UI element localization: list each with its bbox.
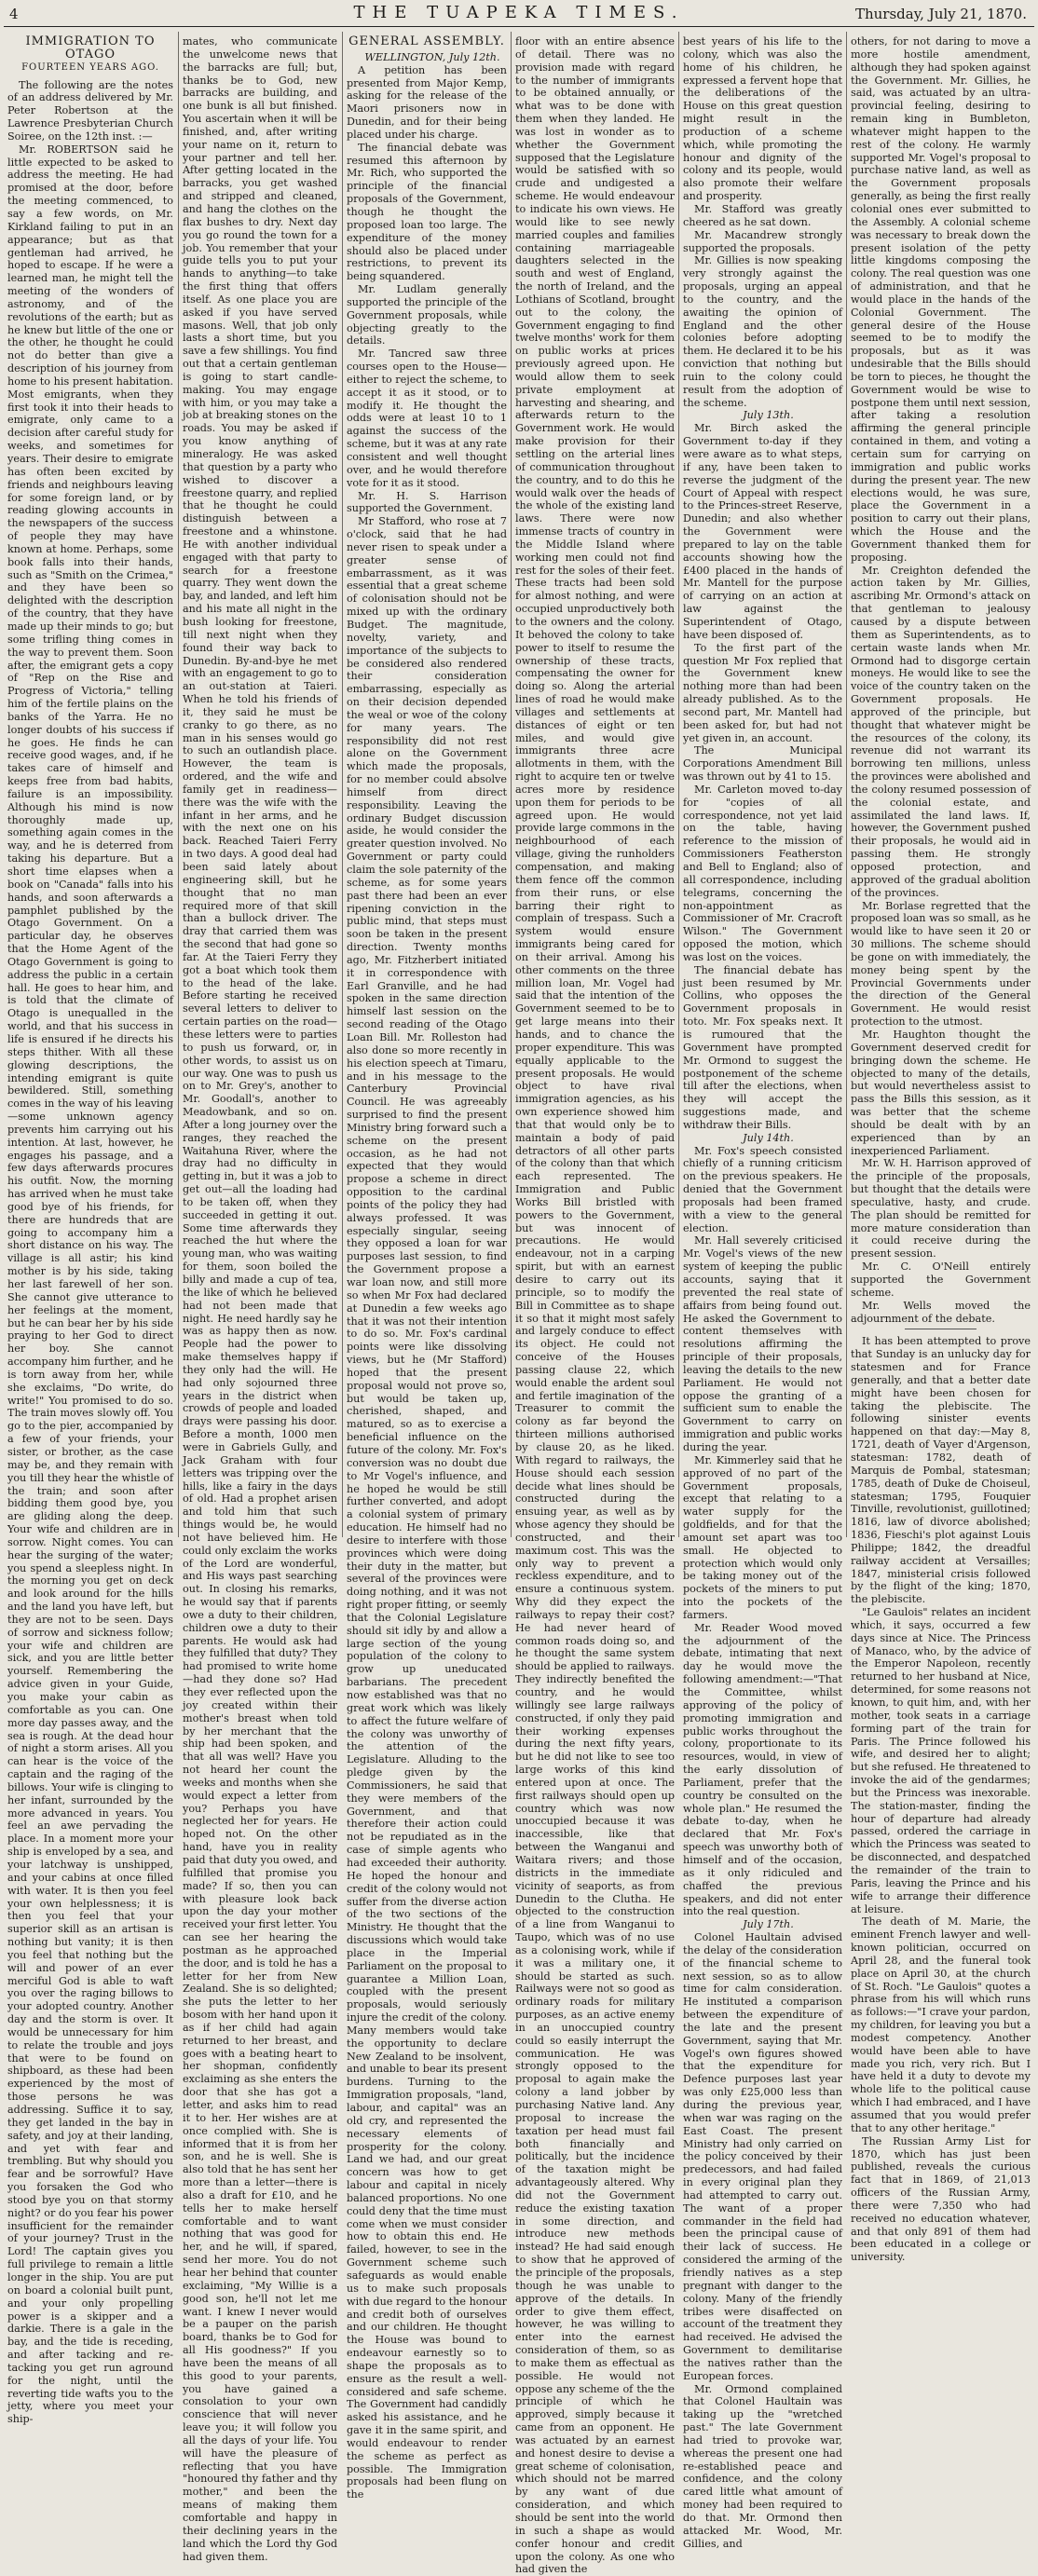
paragraph: Mr. W. H. Harrison approved of the principle of the proposals, but thought that the details were speculative, hasty, and crude. The plan should be remitted for more mature consideration than it could receive during the present session. xyxy=(851,1157,1031,1261)
paragraph: A petition has been presented from Major Kemp, asking for the release of the Maori prisoners now in Dunedin, and for their being placed under his charge. xyxy=(347,63,507,141)
column-4 xyxy=(515,35,675,2576)
article-heading: IMMIGRATION TO OTAGO xyxy=(25,34,156,61)
dateline: WELLINGTON, July 12th. xyxy=(364,50,500,63)
paragraph: Mr Stafford, who rose at 7 o'clock, said that he had never risen to speak under a greater sense of embarrassment, as it was essential that a great scheme of colonisation should not be mixed up with the ordinary Budget. The magnitude, novelty, variety, and importance of the subjects to be considered also rendered their consideration embarrassing, especially as on their decision depended the weal or woe of the colony for many years. The responsibility did not rest alone on the Government which made the proposals, for no member could absolve himself from direct responsibility. Leaving the ordinary Budget discussion aside, he would consider the greater question involved. No Government or party could claim the sole paternity of the scheme, as for some years past there had been an ever ripening conviction in the public mind, that steps must soon be taken in the present direction. Twenty months ago, Mr. Fitzherbert initiated it in correspondence with Earl Granville, and he had spoken in the same direction himself last session on the second reading of the Otago Loan Bill. Mr. Rolleston had also done so more recently in his election speech at Timaru, and in his message to the Canterbury Provincial Council. He was agreeably surprised to find the present Ministry bring forward such a scheme on the present occasion, as he had not expected that they would propose a scheme in direct opposition to the cardinal points of the policy they had always professed. It was especially singular, seeing they opposed a loan for war purposes last session, to find the Government propose a war loan now, and still more so when Mr Fox had declared at Dunedin a few weeks ago that it was not their intention to do so. Mr. Fox's cardinal points were like dissolving views, but he (Mr Stafford) hoped that the present proposal would not prove so, but would be taken up, cherished, shaped, and matured, so as to exercise a beneficial influence on the future of the colony. Mr. Fox's conversion was no doubt due to Mr Vogel's influence, and he hoped he would be still further converted, and adopt a colonial system of primary education. He himself had no desire to interfere with those provinces which were doing their duty in the matter, but several of the provinces were doing nothing, and it was not right proper fitting, or seemly that the Colonial Legislature should sit idly by and allow a large section of the young population of the colony to grow up uneducated barbarians. The precedent now established was that no great work which was likely to affect the future welfare of the colony was unworthy of the attention of the Legislature. Alluding to the pledge given by the Commissioners, he said that they were members of the Government, and that therefore their action could not be repudiated as in the case of simple agents who had exceeded their authority. He hoped the honour and credit of the colony would not suffer from the diverse action of the two sections of the Ministry. He thought that the discussions which would take place in the Imperial Parliament on the proposal to guarantee a Million Loan, coupled with the present proposals, would seriously injure the credit of the colony. Many members would take the opportunity to declare New Zealand to be insolvent, and unable to bear its present burdens. Turning to the Immigration proposals, "land, labour, and capital" was an old cry, and represented the necessary elements of prosperity for the colony. Land we had, and our great concern was how to get labour and capital in nicely balanced proportions. No one could deny that the time must come when we must consider how to obtain this end. He failed, however, to see in the Government scheme such safeguards as would enable us to make such proposals with due regard to the honour and credit both of ourselves and our children. He thought the House was bound to endeavour earnestly so to shape the proposals as to ensure as the result a well-considered and safe scheme. The Government had candidly asked his assistance, and he gave it in the same spirit, and would endeavour to render the scheme as perfect as possible. The Immigration proposals had been flung on the xyxy=(347,515,507,2501)
paragraph: Mr. Macandrew strongly supported the proposals. xyxy=(683,228,842,254)
paragraph: Mr. Wells moved the adjournment of the debate. xyxy=(851,1299,1031,1325)
column-rule xyxy=(846,32,847,1537)
paragraph: Mr. Birch asked the Government to-day if they were aware as to what steps, if any, have been taken to reverse the judgment of the Court of Appeal with respect to the Princes-street Reserve, Dunedin; and also whether the Government were prepared to lay on the table accounts showing how the £400 placed in the hands of Mr. Mantell for the purpose of carrying on an action at law against the Superintendent of Otago, have been disposed of. xyxy=(683,422,842,641)
paragraph: mates, who communicate the unwelcome news that the barracks are full; but, thanks be to God, new barracks are building, and one bunk is all but finished. You ascertain when it will be finished, and, after writing your name on it, return to your partner and tell her. After getting located in the barracks, you get washed and stripped and cleaned, and hang the clothes on the flax bushes to dry. Next day you go round the town for a job. You remember that your guide tells you to put your hands to anything—to take the first thing that offers itself. As one place you are asked if you have served masons. Well, that job only lasts a short time, but you save a few shillings. You find out that a certain gentleman is going to start candle-making. You may engage with him, or you may take a job at breaking stones on the roads. You may be asked if you know anything of mineralogy. He was asked that question by a party who wished to discover a freestone quarry, and replied that he thought he could distinguish between a freestone and a whinstone. He with another individual engaged with that party to search for a freestone quarry. They went down the bay, and landed, and left him and his mate all night in the bush looking for freestone, till next night when they found their way back to Dunedin. By-and-bye he met with an engagement to go to an out-station at Taieri. When he told his friends of it, they said he must be cranky to go there, as no man in his senses would go to such an outlandish place. However, the team is ordered, and the wife and family get in readiness—there was the wife with the infant in her arms, and he with the next one on his back. Reached Taieri Ferry in two days. A good deal had been said lately about engineering skill, but he thought that no man required more of that skill than a bullock driver. The dray that carried them was the second that had gone so far. At the Taieri Ferry they got a boat which took them to the head of the lake. Before starting he received several letters to deliver to certain parties on the road—these letters were to parties to push us forward, or, in other words, to assist us on our way. One was to push us on to Mr. Grey's, another to Mr. Goodall's, another to Meadowbank, and so on. After a long journey over the ranges, they reached the Waitahuna River, where the dray had no difficulty in getting in, but it was a job to get out—all the loading had to be taken off, when they succeeded in getting it out. Some time afterwards they reached the hut where the young man, who was waiting for them, soon boiled the billy and made a cup of tea, the like of which he believed had not been made that night. He need hardly say he was as happy then as now. People had the power to make themselves happy if they only had the will. He had only sojourned three years in the district when crowds of people and loaded drays were passing his door. Before a month, 1000 men were in Gabriels Gully, and Jack Graham with four letters was tripping over the hills, like a fairy in the days of old. Had a prophet arisen and told him that such things would be, he would not have believed him. He could only exclaim the works of the Lord are wonderful, and His ways past searching out. In closing his remarks, he would say that if parents owe a duty to their children, children owe a duty to their parents. He would ask had they fulfilled that duty? They had promised to write home—had they done so? Had they ever reflected upon the joy created within their mother's breast when told by her merchant that the ship had been spoken, and that all was well? Have you not heard her count the weeks and months when she would expect a letter from you? Perhaps you have neglected her for years. He hoped not. On the other hand, have you in reality paid that duty you owed, and fulfilled that promise you made? If so, then you can with pleasure look back upon the day your mother received your first letter. You can see her hearing the postman as he approached the door, and is told he has a letter for her from New Zealand. She is so delighted; she puts the letter to her bosom with her hand upon it as if her child had again returned to her breast, and goes with a beating heart to her shopman, confidently exclaiming as she enters the door that she has got a letter, and asks him to read it to her. Her wishes are at once complied with. She is informed that it is from her son, and he is well. She is also told that he has sent her more than a letter—there is also a draft for £10, and he tells her to make herself comfortable and to want nothing that was good for her, and he will, if spared, send her more. You do not hear her behind that counter exclaiming, "My Willie is a good son, he'll not let me want. I knew I never would be a pauper on the parish board, thanks be to God for all His goodness?" If you have been the means of all this good to your parents, you have gained a consolation to your own conscience that will never leave you; it will follow you all the days of your life. You will have the pleasure of reflecting that you have "honoured thy father and thy mother," and been the means of making them comfortable and happy in their declining years in the land which the Lord thy God had given them. xyxy=(183,35,337,2563)
paragraph: Mr. Tancred saw three courses open to the House—either to reject the scheme, to accept it as it stood, or to modify it. He thought the odds were at least 10 to 1 against the success of the scheme, but it was at any rate consistent and well thought over, and he would therefore vote for it as it stood. xyxy=(347,348,507,489)
dateline: July 14th. xyxy=(743,1131,794,1144)
column-rule xyxy=(511,32,512,1537)
paragraph: The Municipal Corporations Amendment Bill was thrown out by 41 to 15. xyxy=(683,744,842,784)
paragraph: Mr. Stafford was greatly cheered as he sat down. xyxy=(683,202,842,228)
paragraph: To the first part of the question Mr Fox replied that the Government knew nothing more than had been already published. As to the second part, Mr. Mantell had been asked for, but had not yet given in, an account. xyxy=(683,641,842,744)
column-rule xyxy=(342,32,343,1537)
paragraph: Mr. H. S. Harrison supported the Government. xyxy=(347,489,507,515)
paragraph: The financial debate was resumed this afternoon by Mr. Rich, who supported the principle of the financial proposals of the Government, though he thought the proposed loan too large. The expenditure of the money should also be placed under restrictions, to prevent its being squandered. xyxy=(347,141,507,283)
paragraph: Mr. Ormond complained that Colonel Haultain was taking up the "wretched past." The late Government had tried to provoke war, whereas the present one had re-established peace and confidence, and the colony cared little what amount of money had been required to do that. Mr. Ormond then attacked Mr. Wood, Mr. Gillies, and xyxy=(683,2382,842,2550)
paragraph: Mr. ROBERTSON said he little expected to be asked to address the meeting. He had promised at the door, before the meeting commenced, to say a few words, on Mr. Kirkland failing to put in an appearance; but as that gentleman had arrived, he hoped to escape. If he were a learned man, he might tell the meeting of the wonders of astronomy, and of the revolutions of the earth; but as he knew but little of the one or the other, he thought he could not do better than give a description of his journey from home to his present habitation. Most emigrants, when they first took it into their heads to emigrate, only came to a decision after careful study for weeks, and sometimes for years. Their desire to emigrate has often been excited by friends and neighbours leaving for some foreign land, or by reading glowing accounts in the newspapers of the success of people they may have known at home. Perhaps, some book falls into their hands, such as "Smith on the Crimea," and they have been so delighted with the description of the country, that they have made up their minds to go; but some trifling thing comes in the way to prevent them. Soon after, the emigrant gets a copy of "Rep on the Rise and Progress of Victoria," telling him of the fertile plains on the banks of the Yarra. He no longer doubts of his success if he goes. He finds he can receive good wages, and, if he takes care of himself and keeps free from bad habits, failure is an impossibility. Although his mind is now thoroughly made up, something again comes in the way, and he is deterred from taking his departure. But a short time elapses when a book on "Canada" falls into his hands, and soon afterwards a pamphlet published by the Otago Government. On a particular day, he observes that the Home Agent of the Otago Government is going to address the public in a certain hall. He goes to hear him, and is told that the climate of Otago is unequalled in the world, and that his success in life is ensured if he directs his steps thither. With all these glowing descriptions, the intending emigrant is quite bewildered. Still, something comes in the way of his leaving—some unknown agency prevents him carrying out his intention. At last, however, he engages his passage, and a few days afterwards procures his outfit. Now, the morning has arrived when he must take good bye of his friends, for there are hundreds that are going to accompany him a short distance on his way. The village is all astir; his kind mother is by his side, taking her last farewell of her son. She cannot give utterance to her feelings at the moment, but he can bear her by his side praying to her God to direct her boy. She cannot accompany him further, and he is torn away from her, while she exclaims, "Do write, do write!" You promised to do so. The train moves slowly off. You go to the pier, accompanied by a few of your friends, your sister, or brother, as the case may be, and they remain with you till they hear the whistle of the train; and soon after bidding them good bye, you are gliding along the deep. Your wife and children are in sorrow. Night comes. You can hear the surging of the water; you spend a sleepless night. In the morning you get on deck and look around for the hills and the land you have left, but they are not to be seen. Days of sorrow and sickness follow; your wife and children are sick, and you are little better yourself. Remembering the advice given in your Guide, you make your cabin as comfortable as you can. One more day passes away, and the sea is rough. At the dead hour of night a storm arises. All you can hear is the voice of the captain and the raging of the billows. Your wife is clinging to her infant, surrounded by the more advanced in years. You feel an awe pervading the place. In a moment more your ship is enveloped by a sea, and your latchway is unshipped, and your cabins at once filled with water. It is then you feel your own helplessness; it is then you feel that your superior skill as an artisan is nothing but vanity; it is then you feel that nothing but the will and power of an ever merciful God is able to waft you over the raging billows to your adopted country. Another day and the storm is over. It would be unnecessary for him to relate the trouble and joys that were to be found on shipboard, as these had been experienced by the most of those persons he was addressing. Suffice it to say, they get landed in the bay in safety, and joy at their landing, and yet with fear and trembling. But why should you fear and be sorrowful? Have you forsaken the God who stood bye you on that stormy night? or do you fear his power insufficient for the remainder of your journey? Trust in the Lord! The captain gives you full privilege to remain a little longer in the ship. You are put on board a colonial built punt, and your only propelling power is a skipper and a darkie. There is a gale in the bay, and the tide is receding, and after tacking and re-tacking you get run aground for the night, until the reverting tide wafts you to the jetty, where you meet your ship- xyxy=(7,143,173,2426)
column-1 xyxy=(7,34,173,2426)
column-rule xyxy=(678,32,679,1537)
column-3 xyxy=(347,34,507,2501)
column-2 xyxy=(183,35,337,2563)
paragraph: floor with an entire absence of detail. There was no provision made with regard to the number of immigrants to be obtained annually, or what was to be done with them when they landed. He was lost in wonder as to whether the Government supposed that the Legislature would be satisfied with so crude and undigested a scheme. He would endeavour to indicate his own views. He would like to see newly married couples and families containing marriageable daughters selected in the south and west of England, the north of Ireland, and the Lothians of Scotland, brought out to the colony, the Government engaging to find twelve months' work for them on public works at prices previously agreed upon. He would allow them to seek private employment at harvesting and shearing, and afterwards return to the Government work. He would make provision for their settling on the arterial lines of communication throughout the country, and to do this he would walk over the heads of the whole of the existing land laws. There were now immense tracts of country in the Middle Island where working men could not find rest for the soles of their feet. These tracts had been sold for almost nothing, and were occupied unproductively both to the owners and the colony. It behoved the colony to take power to itself to resume the ownership of these tracts, compensating the owner for doing so. Along the arterial lines of road he would make villages and settlements at distances of eight or ten miles, and would give immigrants three acre allotments in them, with the right to acquire ten or twelve acres more by residence upon them for periods to be agreed upon. He would provide large commons in the neighbourhood of each village, giving the runholders compensation, and making them fence off the common from their runs, or else barring their right to complain of trespass. Such a system would ensure immigrants being cared for on their arrival. Among his other comments on the three million loan, Mr. Vogel had said that the intention of the Government seemed to be to get large means into their hands, and to chance the proper expenditure. This was equally applicable to the present proposals. He would object to have rival immigration agencies, as his own experience showed him that that would only be to maintain a body of paid detractors of all other parts of the colony than that which each represented. The Immigration and Public Works Bill bristled with powers to the Government, but was innocent of precautions. He would endeavour, not in a carping spirit, but with an earnest desire to carry out its principle, so to modify the Bill in Committee as to shape it so that it might most safely and largely conduce to effect its object. He could not conceive of the Houses passing clause 22, which would enable the ardent soul and fertile imagination of the Treasurer to commit the colony as far beyond the thirteen millions authorised by clause 20, as he liked. With regard to railways, the House should each session decide what lines should be constructed during the ensuing year, as well as by whose agency they should be constructed, and their maximum cost. This was the only way to prevent a reckless expenditure, and to ensure a continuous system. Why did they expect the railways to repay their cost? He had never heard of common roads doing so, and he thought the same system should be applied to railways. They indirectly benefited the country, and he would willingly see large railways constructed, if only they paid their working expenses during the next fifty years, but he did not like to see too large works of this kind entered upon at once. The first railways should open up country which was now unoccupied because it was inaccessible, like that between the Wanganui and Waitara rivers; and those districts in the immediate vicinity of seaports, as from Dunedin to the Clutha. He objected to the construction of a line from Wanganui to Taupo, which was of no use as a colonising work, while if it was a military one, it should be started as such. Railways were not so good as ordinary roads for military purposes, as an active enemy in an unoccupied country could so easily interrupt the communication. He was strongly opposed to the proposal to again make the colony a land jobber by purchasing Native land. Any proposal to increase the taxation per head must fail both financially and politically, but the incidence of the taxation might be advantageously altered. Why did not the Government reduce the existing taxation in some direction, and introduce new methods instead? He had said enough to show that he approved of the principle of the proposals, though he was unable to approve of the details. In order to give them effect, however, he was willing to enter into the earnest consideration of them, so as to make them as effectual as possible. He would not oppose any scheme of the the principle of which he approved, simply because it came from an opponent. He was actuated by an earnest and honest desire to devise a great scheme of colonisation, which should not be marred by any want of due consideration, and which should be sent into the world in such a shape as would confer honour and credit upon the colony. As one who had given the xyxy=(515,35,675,2576)
paragraph: best years of his life to the colony, which was also the home of his children, he expressed a fervent hope that the deliberations of the House on this great question might result in the production of a scheme which, while promoting the honour and dignity of the colony and its people, would also promote their welfare and prosperity. xyxy=(683,35,842,203)
paragraph: The financial debate has just been resumed by Mr. Collins, who opposes the Government proposals in toto. Mr. Fox speaks next. It is rumoured that the Government have prompted Mr. Ormond to suggest the postponement of the scheme till after the elections, when they will accept the suggestions made, and withdraw their Bills. xyxy=(683,963,842,1131)
paragraph: Mr. Hall severely criticised Mr. Vogel's views of the new system of keeping the public accounts, saying that it prevented the real state of affairs from being found out. He asked the Government to content themselves with resolutions affirming the principle of their proposals, leaving the details to the new Parliament. He would not oppose the granting of a sufficient sum to enable the Government to carry on immigration and public works during the year. xyxy=(683,1234,842,1453)
paragraph: others, for not daring to move a more hostile amendment, although they had spoken against the Government. Mr. Gillies, he said, was actuated by an ultra-provincial feeling, desiring to remain king in Bumbleton, whatever might happen to the rest of the colony. He warmly supported Mr. Vogel's proposal to purchase native land, as well as the Government proposals generally, as being the first really colonial ones ever submitted to the Assembly. A colonial scheme was necessary to break down the present isolation of the petty little kingdoms composing the colony. The real question was one of administration, and that he would place in the hands of the Colonial Government. The general desire of the House seemed to be to modify the proposals, but as it was undesirable that the Bills should be torn to pieces, he thought the Government would be wise to postpone them until next session, after taking a resolution affirming the general principle contained in them, and voting a certain sum for carrying on immigration and public works during the present year. The new elections would, he was sure, place the Government in a position to carry out their plans, which the House and the Government thanked them for proposing. xyxy=(851,35,1031,564)
article-subheading: FOURTEEN YEARS AGO. xyxy=(21,61,159,73)
paragraph: Mr. Haughton thought the Government deserved credit for bringing down the scheme. He objected to many of the details, but would nevertheless assist to pass the Bills this session, as it was better that the scheme should be dealt with by an experienced than by an inexperienced Parliament. xyxy=(851,1028,1031,1157)
paragraph: Mr. Kimmerley said that he approved of no part of the Government proposals, except that relating to a water supply for the goldfields, and for that the amount set apart was too small. He objected to protection which would only be taking money out of the pockets of the miners to put into the pockets of the farmers. xyxy=(683,1453,842,1621)
paragraph: Colonel Haultain advised the delay of the consideration of the financial scheme to next session, so as to allow time for calm consideration. He instituted a comparison between the expenditure of the late and the present Government, saying that Mr. Vogel's own figures showed that the expenditure for Defence purposes last year was only £25,000 less than during the previous year, when war was raging on the East Coast. The present Ministry had only carried on the policy conceived by their predecessors, and had failed in every original plan they had attempted to carry out. The want of a proper commander in the field had been the principal cause of their lack of success. He considered the arming of the friendly natives as a step pregnant with danger to the colony. Many of the friendly tribes were disaffected on account of the treatment they had received. He advised the Government to demilitarise the natives rather than the European forces. xyxy=(683,1931,842,2382)
column-5 xyxy=(683,35,842,2550)
paragraph: Mr. Fox's speech consisted chiefly of a running criticism on the previous speakers. He denied that the Government proposals had been framed with a view to the general election. xyxy=(683,1144,842,1234)
column-6 xyxy=(851,35,1031,2264)
paragraph: The death of M. Marie, the eminent French lawyer and well-known politician, occurred on April 28, and the funeral took place on April 30, at the church of St. Roch. "Le Gaulois" quotes a phrase from his will which runs as follows:—"I crave your pardon, my children, for leaving you but a modest competency. Another would have been able to have made you rich, very rich. But I have held it a duty to devote my whole life to the political cause which I had embraced, and I have assumed that you would prefer that to any other heritage." xyxy=(851,1915,1031,2134)
paragraph: The Russian Army List for 1870, which has just been published, reveals the curious fact that in 1869, of 21,013 officers of the Russian Army, there were 7,350 who had received no education whatever, and that only 891 of them had been educated in a college or university. xyxy=(851,2134,1031,2264)
paragraph: It has been attempted to prove that Sunday is an unlucky day for statesmen and for France generally, and that a better date might have been chosen for taking the plebiscite. The following sinister events happened on that day:—May 8, 1721, death of Vayer d'Argenson, statesman: 1782, death of Marquis de Pombal, statesman; 1785, death of Duke de Choiseul, statesman; 1795, Fouquier Tinville, revolutionist, guillotined; 1816, law of divorce abolished; 1836, Fieschi's plot against Louis Philippe; 1842, the dreadful railway accident at Versailles; 1847, ministerial crisis followed by the flight of the king; 1870, the plebiscite. xyxy=(851,1335,1031,1606)
newspaper-title: THE TUAPEKA TIMES. xyxy=(353,3,685,22)
paragraph: Mr. Borlase regretted that the proposed loan was so small, as he would like to have seen it 20 or 30 millions. The scheme should be gone on with immediately, the money being spent by the Provincial Governments under the direction of the General Government. He would resist protection to the utmost. xyxy=(851,899,1031,1029)
paragraph: Mr. C. O'Neill entirely supported the Government scheme. xyxy=(851,1261,1031,1299)
dateline: July 13th. xyxy=(743,409,794,422)
masthead xyxy=(4,2,1034,27)
paragraph: Mr. Carleton moved to-day for "copies of all correspondence, not yet laid on the table, having reference to the mission of Commissioners Featherston and Bell to England; also of all correspondence, including telegrams, concerning the non-appointment as Commissioner of Mr. Cracroft Wilson." The Government opposed the motion, which was lost on the voices. xyxy=(683,783,842,963)
column-rule xyxy=(178,32,179,1537)
paragraph: "Le Gaulois" relates an incident which, it says, occurred a few days since at Nice. The Princess of Manaco, who, by the advice of the Emperor Napoleon, recently returned to her husband at Nice, determined, for some reasons not known, to quit him, and, with her mother, took seats in a carriage forming part of the train for Paris. The Prince followed his wife, and desired her to alight; but she refused. He threatened to invoke the aid of the gendarmes; but the Princess was inexorable. The station-master, finding the hour of departure had already passed, ordered the carriage in which the Princess was seated to be disconnected, and despatched the remainder of the train to Paris, leaving the Prince and his wife to arrange their difference at leisure. xyxy=(851,1606,1031,1915)
page-number: 4 xyxy=(9,6,19,22)
paragraph: Mr. Ludlam generally supported the principle of the Government proposals, while objecting greatly to the details. xyxy=(347,283,507,348)
paragraph: The following are the notes of an address delivered by Mr. Peter Robertson at the Lawrence Presbyterian Church Soiree, on the 12th inst. :— xyxy=(7,78,173,143)
issue-date: Thursday, July 21, 1870. xyxy=(854,6,1027,22)
article-heading: GENERAL ASSEMBLY. xyxy=(348,34,505,48)
paragraph: Mr. Reader Wood moved the adjournment of the debate, intimating that next day he would move the following amendment:—"That the Committee, whilst approving of the policy of promoting immigration and public works throughout the colony, proportionate to its resources, would, in view of the early dissolution of Parliament, prefer that the country be consulted on the whole plan." He resumed the debate to-day, when he declared that Mr. Fox's speech was unworthy both of himself and of the occasion, as it only ridiculed and chaffed the previous speakers, and did not enter into the real question. xyxy=(683,1621,842,1918)
paragraph: Mr. Creighton defended the action taken by Mr. Gillies, ascribing Mr. Ormond's attack on that gentleman to jealousy caused by a dispute between them as Superintendents, as to certain waste lands when Mr. Ormond had to disgorge certain moneys. He would like to see the voice of the country taken on the Government proposals. He approved of the principle, but thought that whatever might be the resources of the colony, its revenue did not warrant its borrowing ten millions, unless the provinces were abolished and the colony resumed possession of the colonial estate, and assimilated the land laws. If, however, the Government pushed their proposals, he would aid in passing them. He strongly opposed protection, and approved of the gradual abolition of the provinces. xyxy=(851,564,1031,899)
dateline: July 17th. xyxy=(743,1918,794,1931)
paragraph: Mr. Gillies is now speaking very strongly against the proposals, urging an appeal to the country, and the awaiting the opinion of England and the other colonies before adopting them. He declared it to be his conviction that nothing but ruin to the colony could result from the adoption of the scheme. xyxy=(683,254,842,409)
